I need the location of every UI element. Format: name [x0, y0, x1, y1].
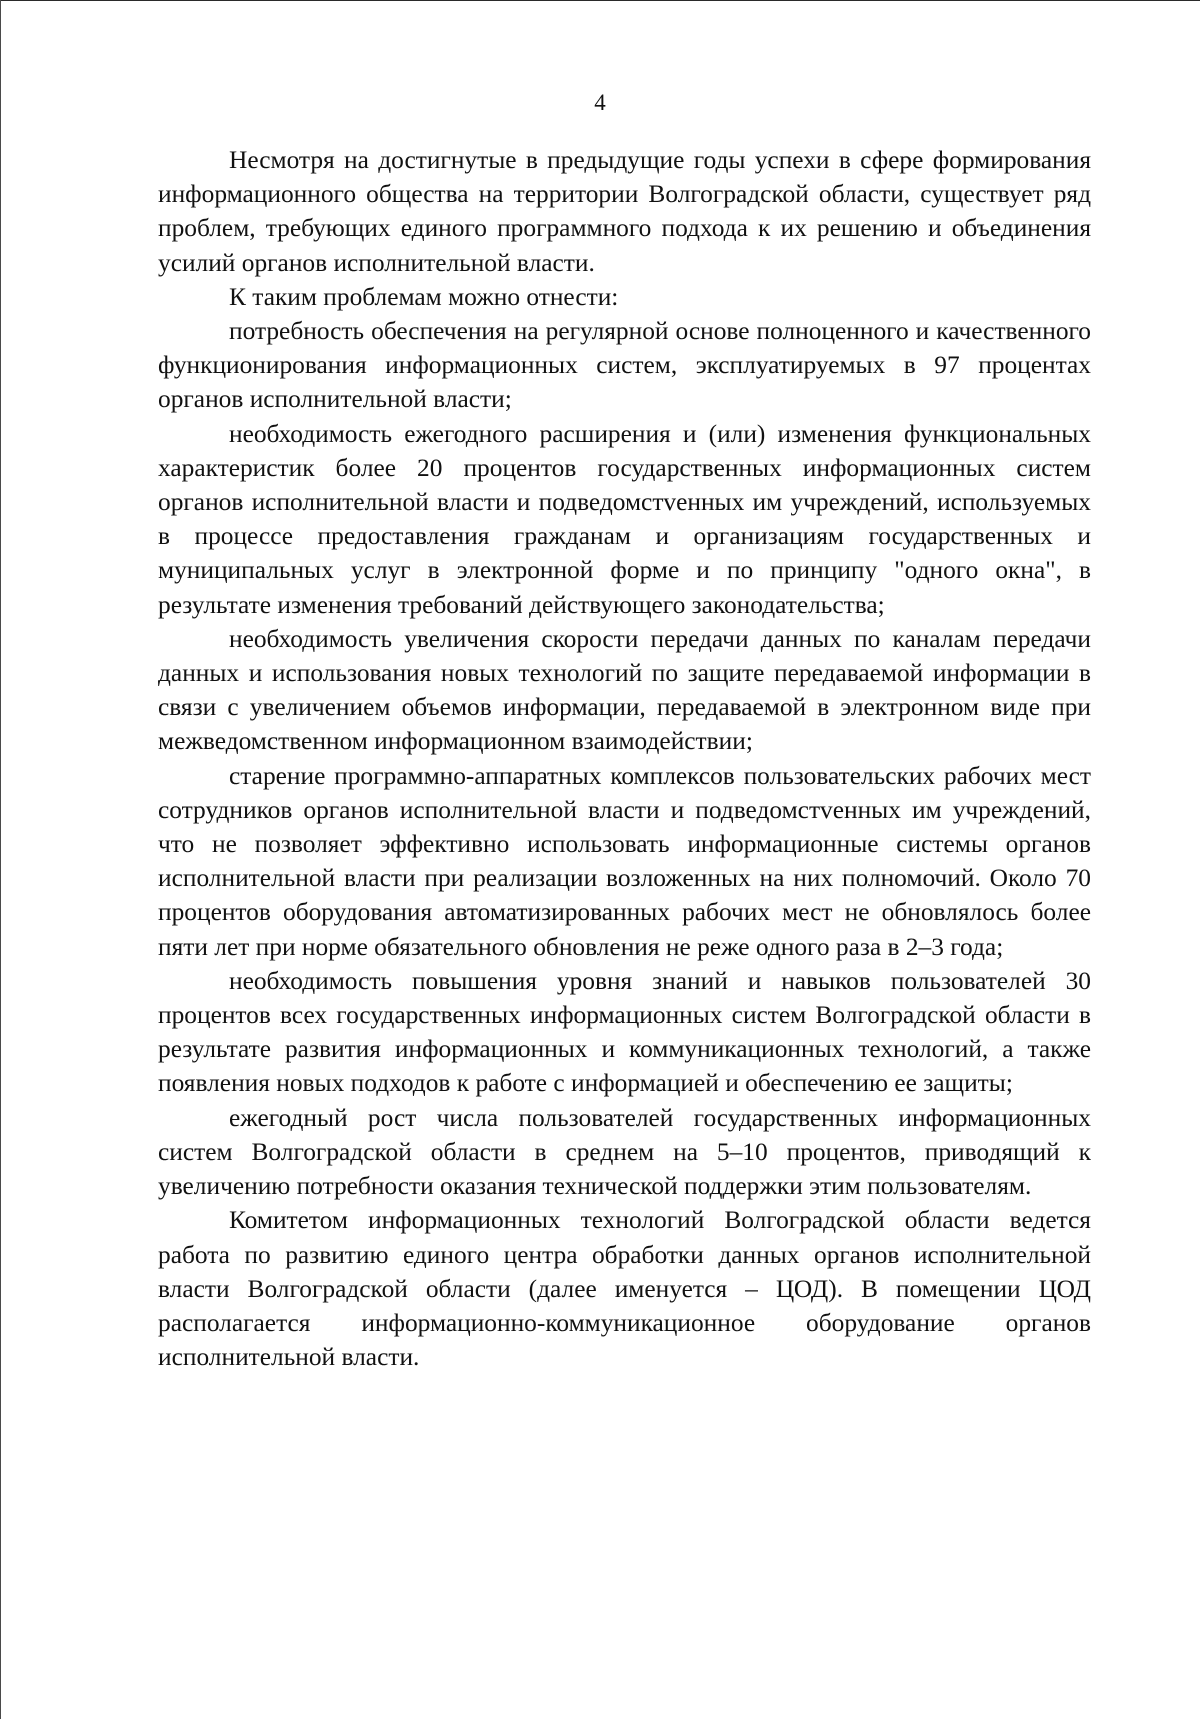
paragraph-problem-hardware-aging: старение программно-аппаратных комплексов пользовательских рабочих мест сотрудников органов исполнительной власти и подведомстvенных им учреждений, что не позволяет эффективно использовать информационные системы органов исполнительной власти при реализации возложенных на них полномочий. Около 70 процентов оборудования автоматизированных рабочих мест не обновлялось более пяти лет при норме обязательного обновления не реже одного раза в 2–3 года; — [158, 761, 1091, 961]
paragraph-problem-user-growth: ежегодный рост числа пользователей государственных информационных систем Волгоградской области в среднем на 5–10 процентов, приводящий к увеличению потребности оказания технической поддержки этим пользователям. — [158, 1103, 1091, 1201]
paragraph-data-center: Комитетом информационных технологий Волгоградской области ведется работа по развитию единого центра обработки данных органов исполнительной власти Волгоградской области (далее именуется – ЦОД). В помещении ЦОД располагается информационно-коммуникационное оборудование органов исполнительной власти. — [158, 1206, 1091, 1372]
scan-left-edge — [0, 0, 1, 1719]
paragraph-intro: Несмотря на достигнутые в предыдущие годы успехи в сфере формирования информационного общества на территории Волгоградской области, существует ряд проблем, требующих единого программного подхода к их решению и объединения усилий органов исполнительной власти. — [158, 146, 1091, 277]
paragraph-problem-functioning: потребность обеспечения на регулярной основе полноценного и качественного функционирования информационных систем, эксплуатируемых в 97 процентах органов исполнительной власти; — [158, 317, 1091, 414]
paragraph-problems-heading: К таким проблемам можно отнести: — [229, 282, 619, 311]
paragraph-problem-user-skills: необходимость повышения уровня знаний и навыков пользователей 30 процентов всех государственных информационных систем Волгоградской области в результате развития информационных и коммуникационных технологий, а также появления новых подходов к работе с информацией и обеспечению ее защиты; — [158, 966, 1091, 1098]
body-text — [158, 143, 1091, 1374]
paragraph-problem-expansion: необходимость ежегодного расширения и (или) изменения функциональных характеристик более 20 процентов государственных информационных систем органов исполнительной власти и подведомстvенных им учреждений, используемых в процессе предоставления гражданам и организациям государственных и муниципальных услуг в электронной форме и по принципу "одного окна", в результате изменения требований действующего законодательства; — [158, 419, 1091, 619]
page-number: 4 — [594, 90, 606, 115]
scan-top-edge — [0, 0, 1200, 1]
paragraph-problem-transfer-speed: необходимость увеличения скорости передачи данных по каналам передачи данных и использования новых технологий по защите передаваемой информации в связи с увеличением объемов информации, передаваемой в электронном виде при межведомственном информационном взаимодействии; — [158, 624, 1091, 756]
